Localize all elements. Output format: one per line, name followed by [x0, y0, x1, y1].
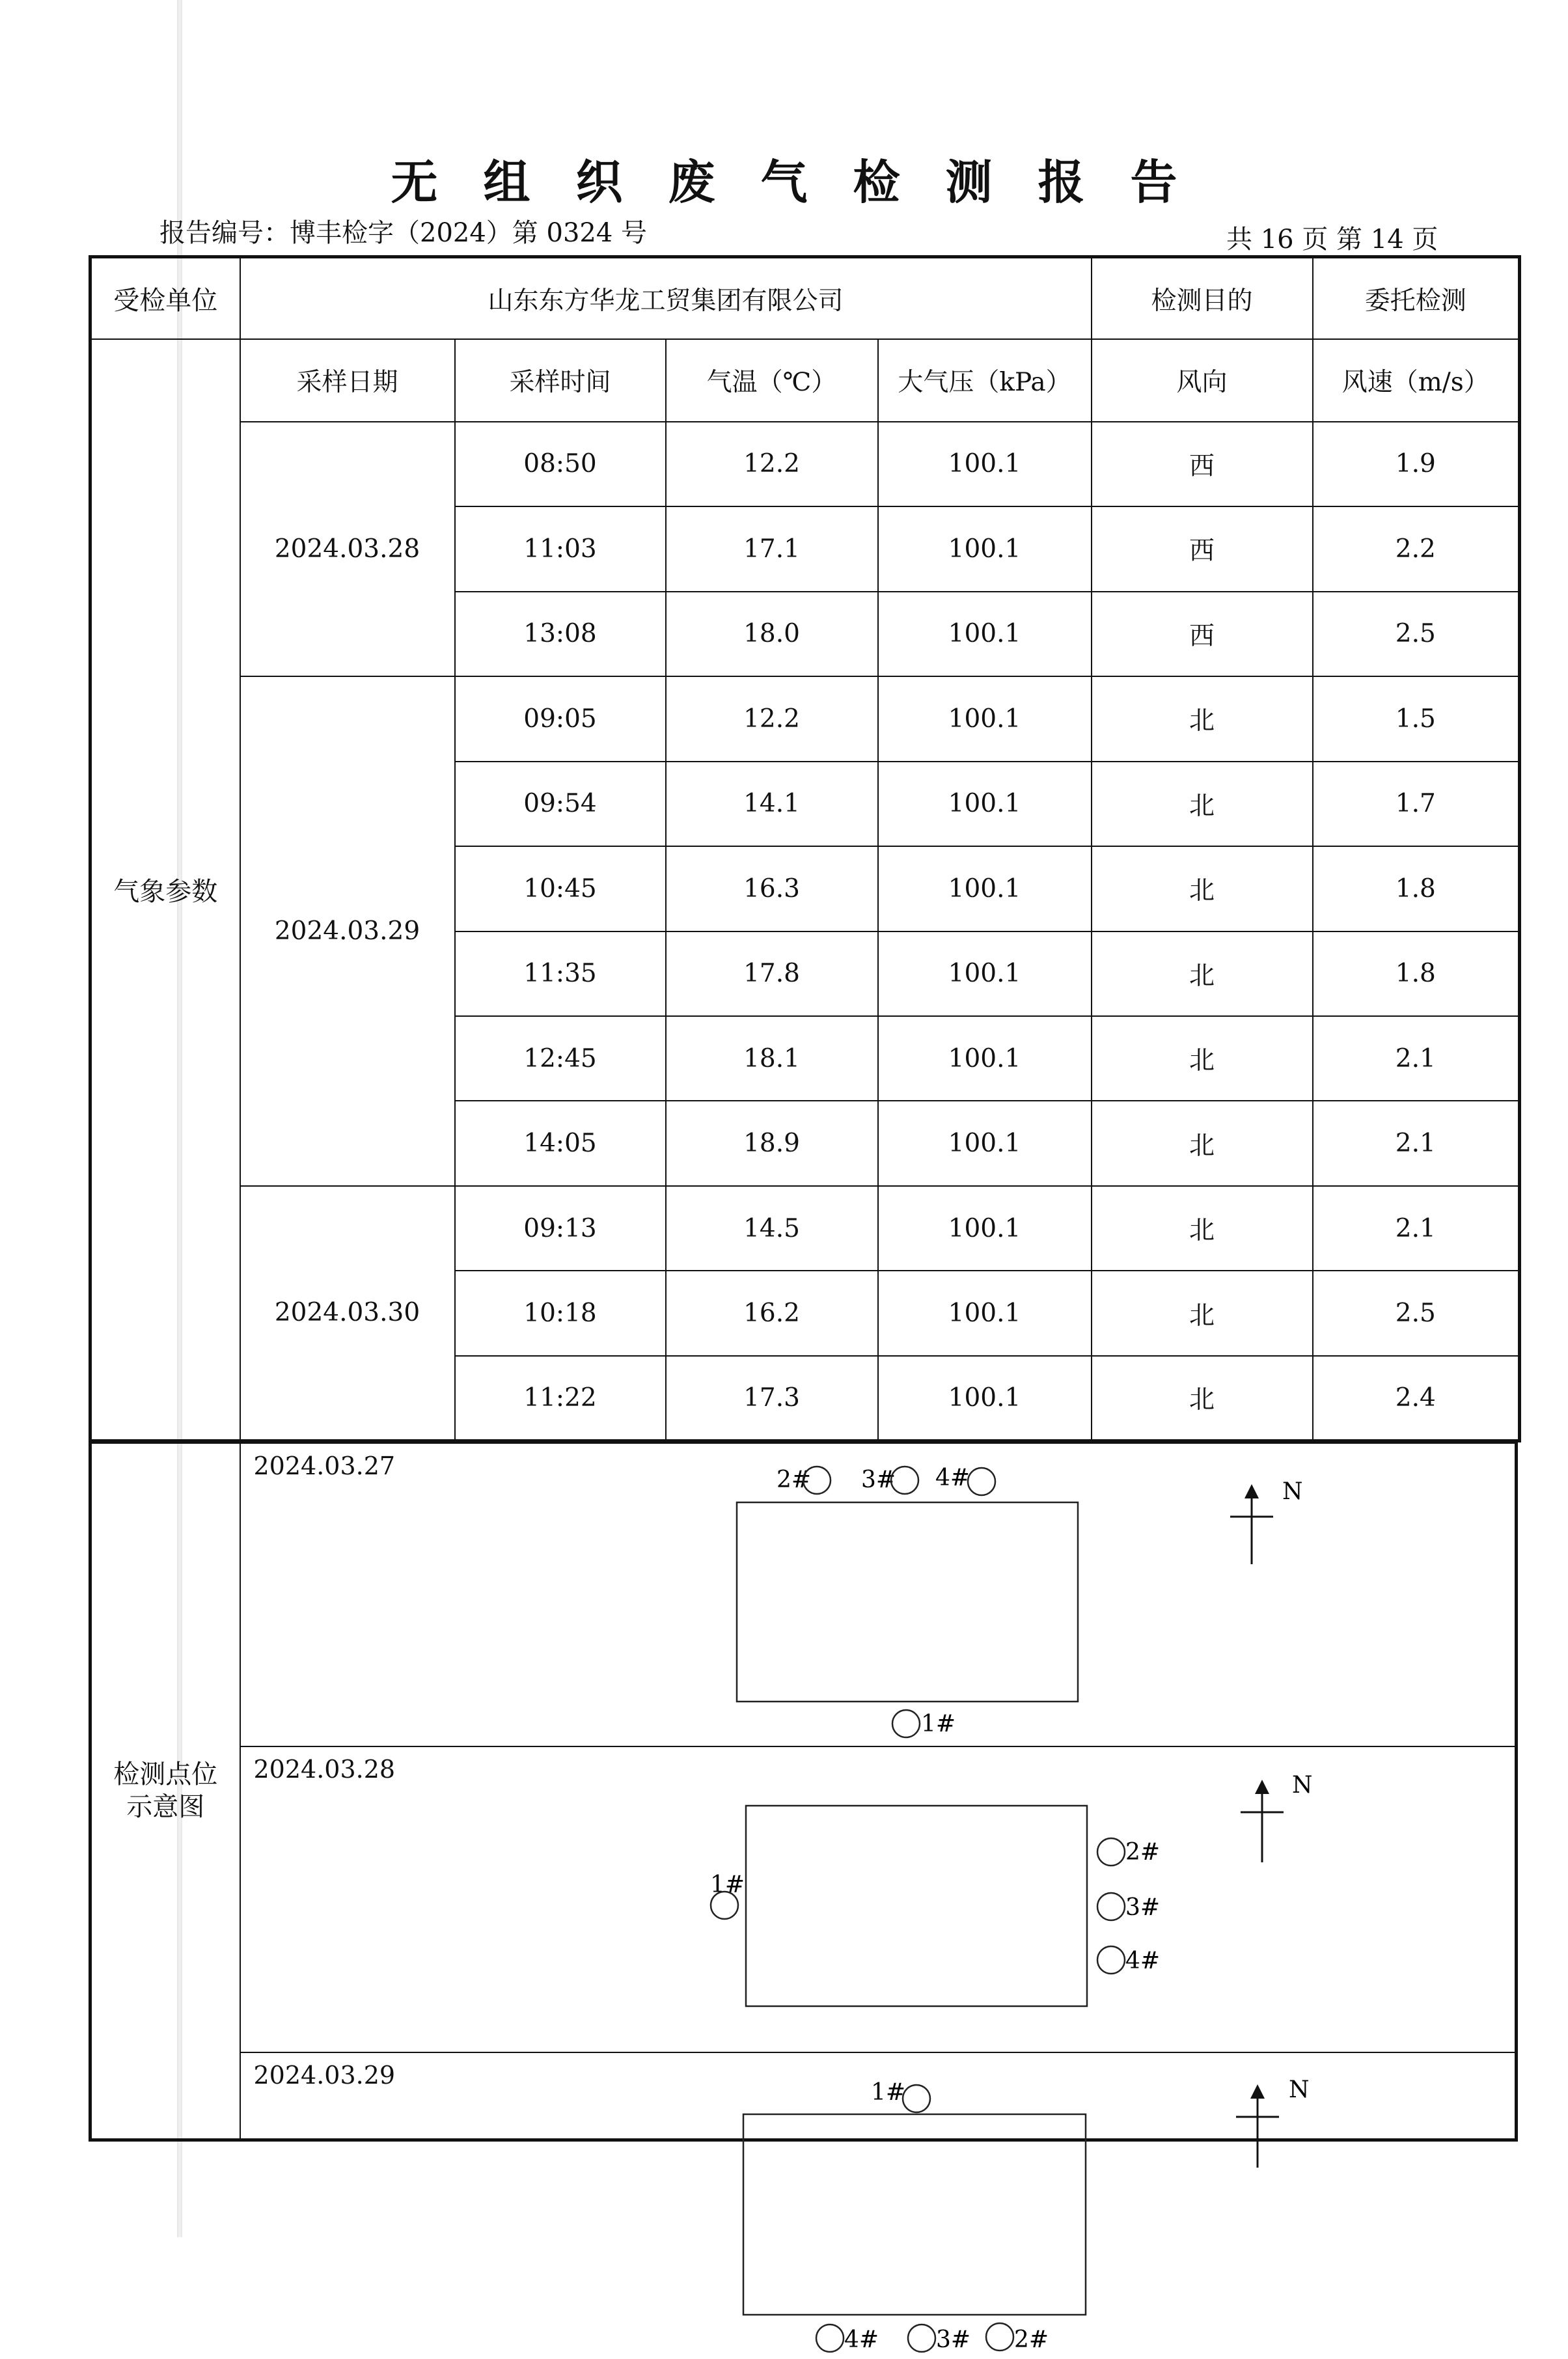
diagram-cell-2: [240, 1746, 1517, 2052]
sampling-point-marker: [908, 2325, 935, 2352]
purpose-value: 委托检测: [1313, 257, 1520, 340]
diagram-cell-3: [240, 2052, 1517, 2353]
temperature: 16.2: [666, 1271, 878, 1355]
sample-time: 12:45: [455, 1016, 666, 1101]
sample-time: 13:08: [455, 592, 666, 676]
diagram-figure: [241, 2053, 1520, 2359]
wind-direction: 北: [1092, 931, 1313, 1016]
wind-speed: 1.9: [1313, 422, 1520, 506]
sampling-point-marker: [968, 1468, 995, 1495]
column-header-temp: 气温（℃）: [666, 339, 878, 422]
wind-direction: 西: [1092, 506, 1313, 591]
diagram-date: 2024.03.27: [253, 1452, 396, 1480]
wind-direction: 北: [1092, 762, 1313, 846]
north-label: N: [1291, 1772, 1312, 1799]
sample-date: 2024.03.28: [240, 422, 455, 676]
sampling-point-marker: [816, 2325, 844, 2352]
pressure: 100.1: [878, 676, 1092, 761]
sampling-point-marker: [892, 1710, 920, 1737]
sample-time: 09:54: [455, 762, 666, 846]
temperature: 14.1: [666, 762, 878, 846]
temperature: 17.8: [666, 931, 878, 1016]
wind-direction: 北: [1092, 846, 1313, 931]
points-section-label: [90, 1443, 240, 2140]
north-label: N: [1282, 1478, 1302, 1505]
sample-time: 10:18: [455, 1271, 666, 1355]
wind-speed: 2.1: [1313, 1101, 1520, 1185]
wind-speed: 2.1: [1313, 1016, 1520, 1101]
plant-boundary: [743, 2114, 1086, 2315]
wind-direction: 北: [1092, 1356, 1313, 1441]
wind-speed: 1.8: [1313, 846, 1520, 931]
temperature: 12.2: [666, 676, 878, 761]
plant-boundary: [737, 1502, 1078, 1702]
sampling-point-marker: [1097, 1838, 1125, 1866]
wind-speed: 2.2: [1313, 506, 1520, 591]
column-header-date: 采样日期: [240, 339, 455, 422]
report-number: 报告编号：博丰检字（2024）第 0324 号: [159, 218, 648, 248]
sample-date: 2024.03.29: [240, 676, 455, 1186]
weather-table: [89, 255, 1521, 1442]
sample-time: 11:35: [455, 931, 666, 1016]
wind-direction: 北: [1092, 1016, 1313, 1101]
column-header-time: 采样时间: [455, 339, 666, 422]
wind-direction: 西: [1092, 592, 1313, 676]
purpose-label: 检测目的: [1092, 257, 1313, 340]
sampling-point-marker: [903, 2085, 930, 2112]
temperature: 14.5: [666, 1186, 878, 1271]
temperature: 17.1: [666, 506, 878, 591]
inspected-unit-label: 受检单位: [90, 257, 240, 340]
wind-speed: 1.8: [1313, 931, 1520, 1016]
north-arrow-icon: [1255, 1780, 1269, 1794]
sample-time: 09:13: [455, 1186, 666, 1271]
sample-time: 11:03: [455, 506, 666, 591]
pressure: 100.1: [878, 931, 1092, 1016]
pressure: 100.1: [878, 762, 1092, 846]
point-label: 4#: [844, 2326, 879, 2353]
sample-time: 10:45: [455, 846, 666, 931]
diagram-figure: [241, 1444, 1520, 1747]
page-info: 共 16 页 第 14 页: [1226, 225, 1438, 255]
temperature: 12.2: [666, 422, 878, 506]
pressure: 100.1: [878, 422, 1092, 506]
point-label: 3#: [860, 1467, 896, 1493]
wind-speed: 1.7: [1313, 762, 1520, 846]
point-label: 1#: [920, 1711, 956, 1737]
wind-direction: 北: [1092, 1271, 1313, 1355]
sample-time: 08:50: [455, 422, 666, 506]
sampling-point-marker: [1097, 1893, 1125, 1920]
wind-direction: 北: [1092, 1186, 1313, 1271]
inspected-unit-value: 山东东方华龙工贸集团有限公司: [240, 257, 1092, 340]
points-label-line1: 检测点位: [113, 1759, 218, 1790]
wind-direction: 西: [1092, 422, 1313, 506]
column-header-wind-dir: 风向: [1092, 339, 1313, 422]
point-label: 3#: [1125, 1894, 1160, 1921]
north-arrow-icon: [1245, 1484, 1259, 1498]
document-title: 无组织废气检测报告: [391, 154, 1223, 210]
pressure: 100.1: [878, 1356, 1092, 1441]
wind-direction: 北: [1092, 676, 1313, 761]
wind-speed: 2.4: [1313, 1356, 1520, 1441]
temperature: 18.0: [666, 592, 878, 676]
table-row: [90, 422, 1520, 506]
point-label: 2#: [1013, 2326, 1049, 2353]
weather-section-label: 气象参数: [90, 339, 240, 1441]
point-label: 1#: [870, 2079, 905, 2106]
temperature: 17.3: [666, 1356, 878, 1441]
plant-boundary: [746, 1806, 1087, 2006]
table-row: [90, 676, 1520, 761]
pressure: 100.1: [878, 1101, 1092, 1185]
sampling-point-marker: [1097, 1946, 1125, 1974]
table-row: [90, 1186, 1520, 1271]
diagram-date: 2024.03.28: [253, 1755, 396, 1784]
sample-time: 09:05: [455, 676, 666, 761]
temperature: 16.3: [666, 846, 878, 931]
temperature: 18.9: [666, 1101, 878, 1185]
point-label: 4#: [1125, 1948, 1160, 1974]
temperature: 18.1: [666, 1016, 878, 1101]
diagram-cell-1: [240, 1443, 1517, 1746]
diagram-figure: [241, 1747, 1520, 2053]
pressure: 100.1: [878, 592, 1092, 676]
point-label: 1#: [709, 1871, 745, 1898]
sample-time: 14:05: [455, 1101, 666, 1185]
wind-speed: 2.5: [1313, 592, 1520, 676]
wind-speed: 2.1: [1313, 1186, 1520, 1271]
point-diagram-table: [89, 1442, 1518, 2353]
pressure: 100.1: [878, 1016, 1092, 1101]
column-header-pressure: 大气压（kPa）: [878, 339, 1092, 422]
pressure: 100.1: [878, 506, 1092, 591]
north-arrow-icon: [1250, 2084, 1265, 2099]
point-label: 2#: [776, 1467, 811, 1493]
pressure: 100.1: [878, 846, 1092, 931]
wind-direction: 北: [1092, 1101, 1313, 1185]
sample-time: 11:22: [455, 1356, 666, 1441]
wind-speed: 1.5: [1313, 676, 1520, 761]
pressure: 100.1: [878, 1271, 1092, 1355]
point-label: 3#: [935, 2326, 970, 2353]
wind-speed: 2.5: [1313, 1271, 1520, 1355]
sampling-point-marker: [986, 2323, 1013, 2351]
diagram-date: 2024.03.29: [253, 2061, 396, 2090]
pressure: 100.1: [878, 1186, 1092, 1271]
point-label: 2#: [1125, 1839, 1160, 1866]
column-header-wind-speed: 风速（m/s）: [1313, 339, 1520, 422]
points-label-line2: 示意图: [126, 1792, 205, 1823]
sample-date: 2024.03.30: [240, 1186, 455, 1441]
north-label: N: [1288, 2076, 1309, 2103]
point-label: 4#: [935, 1465, 970, 1491]
